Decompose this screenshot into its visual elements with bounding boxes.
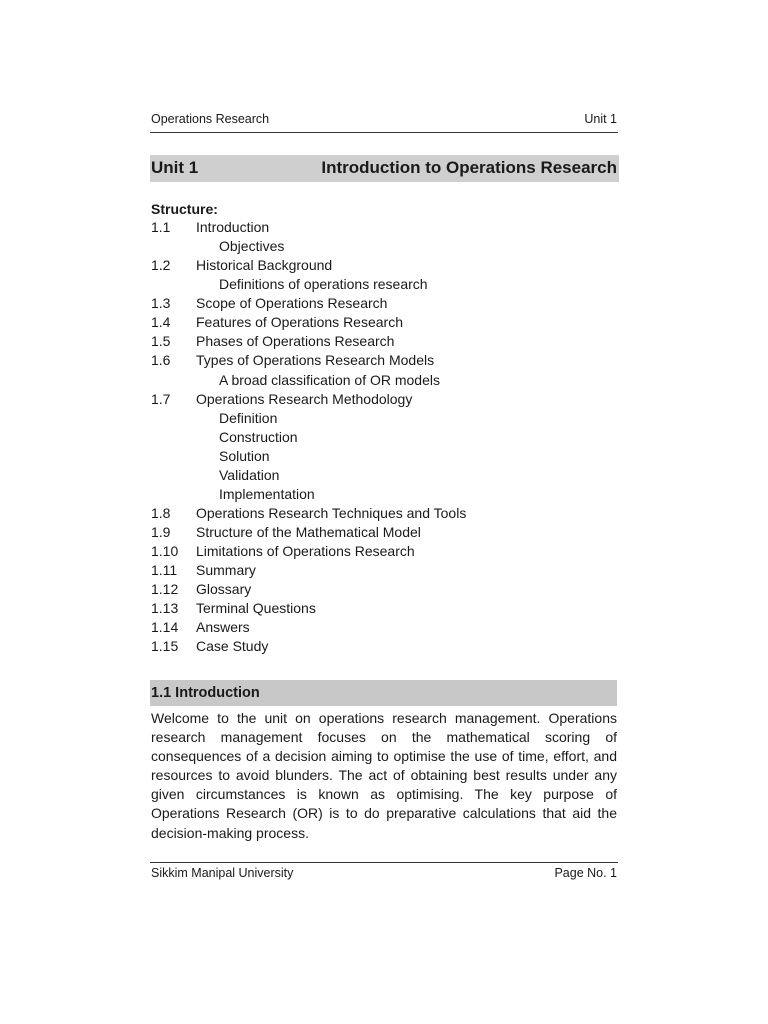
toc-item-title: Structure of the Mathematical Model (196, 524, 421, 540)
toc-item (151, 542, 611, 561)
toc-item (151, 618, 611, 637)
toc-item-number: 1.7 (151, 390, 171, 407)
unit-title-bar (150, 155, 619, 182)
toc-item-title: Introduction (196, 219, 270, 235)
toc-item (151, 256, 611, 275)
header-book-title: Operations Research (151, 112, 270, 126)
toc-item-title: Operations Research Methodology (196, 390, 413, 407)
toc-item-number: 1.8 (151, 504, 171, 521)
toc-item-title: Terminal Questions (196, 600, 316, 617)
toc-subitem (151, 466, 611, 485)
toc-item-title: Phases of Operations Research (196, 333, 395, 350)
unit-title: Introduction to Operations Research (321, 158, 617, 177)
toc-item (151, 637, 611, 656)
table-of-contents (151, 218, 611, 656)
toc-subitem (151, 428, 611, 447)
toc-item (151, 351, 611, 370)
toc-item-title: A broad classification of OR models (219, 371, 440, 388)
toc-item-number: 1.2 (151, 257, 171, 274)
toc-item-title: Case Study (196, 638, 269, 655)
toc-item (151, 580, 611, 599)
toc-item-number: 1.4 (151, 314, 171, 331)
toc-subitem (151, 275, 611, 294)
toc-subitem (151, 485, 611, 504)
toc-item-title: Validation (219, 466, 280, 483)
toc-item-title: Limitations of Operations Research (196, 543, 415, 560)
toc-item (151, 523, 611, 542)
toc-item-number: 1.10 (151, 543, 179, 560)
toc-item-title: Implementation (219, 485, 315, 502)
toc-item (151, 294, 611, 313)
toc-item-number: 1.9 (151, 524, 171, 540)
toc-item-title: Construction (219, 428, 298, 445)
toc-item-title: Definitions of operations research (219, 276, 428, 293)
section-heading: 1.1 Introduction (151, 685, 260, 701)
toc-item-title: Summary (196, 562, 256, 579)
toc-item-title: Operations Research Techniques and Tools (196, 504, 467, 521)
toc-item-number: 1.13 (151, 600, 179, 617)
toc-subitem (151, 371, 611, 390)
toc-item-title: Definition (219, 409, 278, 426)
toc-item (151, 599, 611, 618)
toc-item-number: 1.5 (151, 333, 171, 350)
toc-item-title: Glossary (196, 581, 252, 598)
toc-item (151, 504, 611, 523)
toc-subitem (151, 447, 611, 466)
toc-item-number: 1.1 (151, 219, 171, 235)
toc-item-title: Features of Operations Research (196, 314, 403, 331)
toc-item-number: 1.14 (151, 619, 179, 636)
toc-subitem (151, 237, 611, 256)
toc-item (151, 332, 611, 351)
toc-item-number: 1.11 (151, 562, 178, 579)
toc-item-title: Types of Operations Research Models (196, 352, 435, 369)
toc-item (151, 561, 611, 580)
header-unit-label: Unit 1 (584, 112, 617, 126)
toc-item-number: 1.15 (151, 638, 179, 655)
running-header (150, 112, 618, 133)
toc-item (151, 390, 611, 409)
toc-item-title: Objectives (219, 238, 285, 255)
footer-university: Sikkim Manipal University (151, 866, 294, 880)
unit-number: Unit 1 (151, 158, 199, 177)
toc-subitem (151, 409, 611, 428)
toc-item (151, 313, 611, 332)
section-heading-bar (150, 680, 617, 706)
toc-item-title: Scope of Operations Research (196, 295, 388, 312)
toc-item-title: Historical Background (196, 257, 333, 274)
toc-item-number: 1.3 (151, 295, 171, 312)
structure-heading: Structure: (151, 201, 218, 217)
toc-item-number: 1.6 (151, 352, 171, 369)
toc-item-title: Answers (196, 619, 250, 636)
toc-item-title: Solution (219, 447, 270, 464)
toc-item (151, 218, 611, 237)
introduction-paragraph: Welcome to the unit on operations research management. Operations research management focuses on the mathematical scoring of consequences of a decision aiming to optimise the use of time, effort, and resources to avoid blunders. The act of obtaining best results under any given circumstances is known as optimising. The key purpose of Operations Research (OR) is to do preparative calculations that aid the decision-making process. (151, 710, 617, 841)
running-footer (150, 862, 618, 885)
footer-page-number: Page No. 1 (554, 866, 617, 880)
toc-item-number: 1.12 (151, 581, 179, 598)
